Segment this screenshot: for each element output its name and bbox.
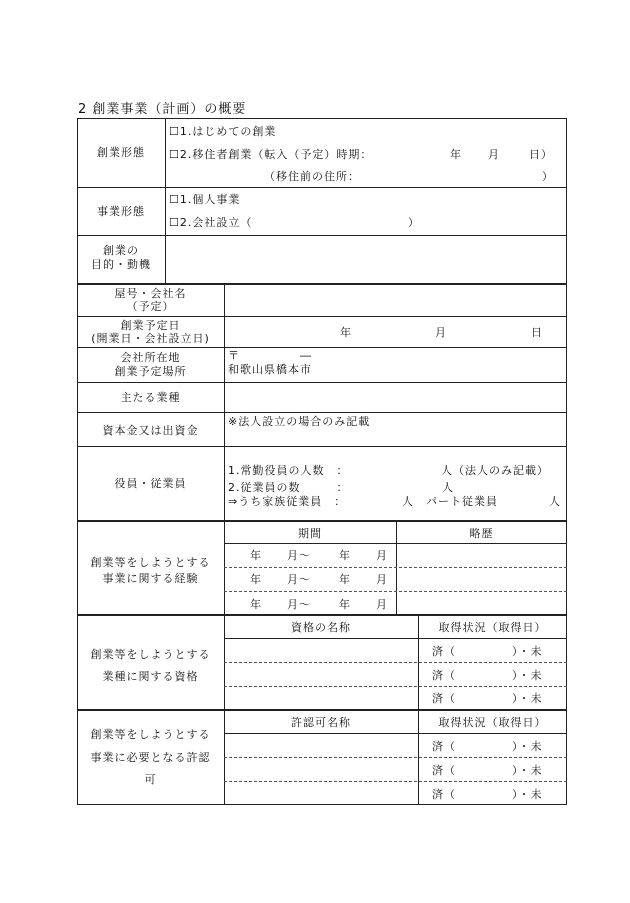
- shikaku-row-2-status-open: 済（: [432, 669, 456, 682]
- kyoninka-header-separator: [224, 733, 567, 734]
- sogyo-keitai-option-2[interactable]: ☐2.移住者創業（転入（予定）時期：: [169, 148, 373, 161]
- transfer-month-label: 月: [488, 148, 500, 161]
- keiken-row-2-end-month: 月: [376, 573, 388, 586]
- shikaku-row-separator: [224, 662, 567, 663]
- kyoninka-row-2-status-close: ）・未: [512, 764, 543, 777]
- top-table-divider: [165, 118, 166, 284]
- jigyo-keitai-option-2[interactable]: ☐2.会社設立（: [169, 216, 253, 229]
- row-separator: [77, 187, 567, 188]
- yago-label-line2: （予定）: [126, 300, 175, 313]
- keiken-row-separator: [224, 591, 567, 592]
- yakuin-line3-part-unit: 人: [549, 495, 561, 508]
- keiken-row-2-start-year: 年: [250, 573, 262, 586]
- keiken-row-separator: [224, 567, 567, 568]
- yotei-bi-day: 日: [531, 326, 543, 339]
- row-separator: [77, 235, 567, 236]
- shikaku-label-line1: 創業等をしようとする: [90, 648, 211, 661]
- shihon-note: ※法人設立の場合のみ記載: [228, 415, 371, 428]
- yakuin-line2-label: 2.従業員の数 ：: [228, 481, 349, 494]
- kyoninka-col-status: 取得状況（取得日）: [438, 716, 547, 729]
- shikaku-row-3-status-open: 済（: [432, 692, 456, 705]
- keiken-header-separator: [224, 543, 567, 544]
- keiken-row-3-end-month: 月: [376, 598, 388, 611]
- yotei-bi-label-line2: (開業日・会社設立日): [91, 332, 210, 345]
- shihon-label: 資本金又は出資金: [102, 424, 199, 437]
- transfer-year-label: 年: [450, 148, 462, 161]
- keiken-col-history: 略歴: [469, 527, 494, 540]
- company-name-close: ）: [408, 216, 420, 229]
- kyoninka-row-3-status-close: ）・未: [512, 788, 543, 801]
- keiken-col-period: 期間: [298, 527, 322, 540]
- yakuin-line3-label: ⇒うち家族従業員 ：: [228, 495, 347, 508]
- shikaku-row-1-status-close: ）・未: [512, 645, 543, 658]
- keiken-label-line2: 事業に関する経験: [102, 572, 199, 585]
- kyoninka-row-2-status-open: 済（: [432, 764, 456, 777]
- keiken-row-1-start-year: 年: [250, 549, 262, 562]
- shikaku-row-1-status-open: 済（: [432, 645, 456, 658]
- shikaku-col-status: 取得状況（取得日）: [438, 621, 547, 634]
- row-separator: [77, 412, 567, 413]
- yakuin-line2-unit: 人: [442, 481, 454, 494]
- yakuin-label: 役員・従業員: [114, 477, 187, 490]
- shikaku-row-separator: [224, 686, 567, 687]
- shikaku-row-3-status-close: ）・未: [512, 692, 543, 705]
- keiken-row-2-end-year: 年: [339, 573, 351, 586]
- shozaichi-label-line1: 会社所在地: [120, 351, 181, 364]
- yakuin-line1-label: 1.常勤役員の人数 ：: [228, 464, 349, 477]
- keiken-label-line1: 創業等をしようとする: [90, 556, 211, 569]
- kyoninka-row-1-status-close: ）・未: [512, 740, 543, 753]
- keiken-row-3-start-year: 年: [250, 598, 262, 611]
- kyoninka-row-1-status-open: 済（: [432, 740, 456, 753]
- shikaku-label-line2: 業種に関する資格: [102, 670, 199, 683]
- sogyo-keitai-option-1[interactable]: ☐1.はじめての創業: [169, 125, 277, 138]
- kyoninka-row-separator: [224, 757, 567, 758]
- keiken-row-1-start-month: 月～: [287, 549, 311, 562]
- yakuin-line1-unit: 人（法人のみ記載）: [441, 464, 549, 477]
- keiken-row-2-start-month: 月～: [287, 573, 311, 586]
- kyoninka-label-line3: 可: [144, 773, 157, 786]
- kyoninka-row-3-status-open: 済（: [432, 788, 456, 801]
- middle-table-divider: [224, 284, 225, 521]
- keiken-row-3-end-year: 年: [339, 598, 351, 611]
- postal-code: 〒 ―: [228, 349, 312, 362]
- row-separator: [77, 382, 567, 383]
- row-separator: [77, 347, 567, 348]
- keiken-row-3-start-month: 月～: [287, 598, 311, 611]
- yago-label-line1: 屋号・会社名: [114, 287, 187, 300]
- yotei-bi-year: 年: [340, 326, 352, 339]
- yotei-bi-label-line1: 創業予定日: [120, 319, 181, 332]
- kyoninka-row-separator: [224, 781, 567, 782]
- jigyo-keitai-option-1[interactable]: ☐1.個人事業: [169, 193, 241, 206]
- yotei-bi-month: 月: [435, 326, 447, 339]
- shikaku-header-separator: [224, 638, 567, 639]
- address-city: 和歌山県橋本市: [228, 363, 312, 376]
- sogyo-keitai-label: 創業形態: [97, 146, 145, 159]
- keiken-row-1-end-year: 年: [339, 549, 351, 562]
- row-separator: [77, 446, 567, 447]
- yakuin-line3-family-unit: 人 パート従業員: [402, 495, 498, 508]
- previous-address-close: ）: [542, 170, 554, 183]
- row-separator: [77, 316, 567, 317]
- shozaichi-label-line2: 創業予定場所: [114, 365, 187, 378]
- section-heading: 2 創業事業（計画）の概要: [78, 102, 247, 117]
- previous-address-label: （移住前の住所：: [264, 170, 360, 183]
- kyoninka-label-line2: 事業に必要となる許認: [90, 751, 211, 764]
- kyoninka-label-line1: 創業等をしようとする: [90, 728, 211, 741]
- gyoshu-label: 主たる業種: [120, 391, 181, 404]
- mokuteki-label-line2: 目的・動機: [91, 258, 151, 271]
- transfer-day-label: 日）: [529, 148, 553, 161]
- kyoninka-col-name: 許認可名称: [291, 716, 351, 729]
- shikaku-row-2-status-close: ）・未: [512, 669, 543, 682]
- shikaku-col-name: 資格の名称: [291, 621, 351, 634]
- jigyo-keitai-label: 事業形態: [97, 205, 145, 218]
- keiken-row-1-end-month: 月: [376, 549, 388, 562]
- mokuteki-label-line1: 創業の: [103, 244, 139, 257]
